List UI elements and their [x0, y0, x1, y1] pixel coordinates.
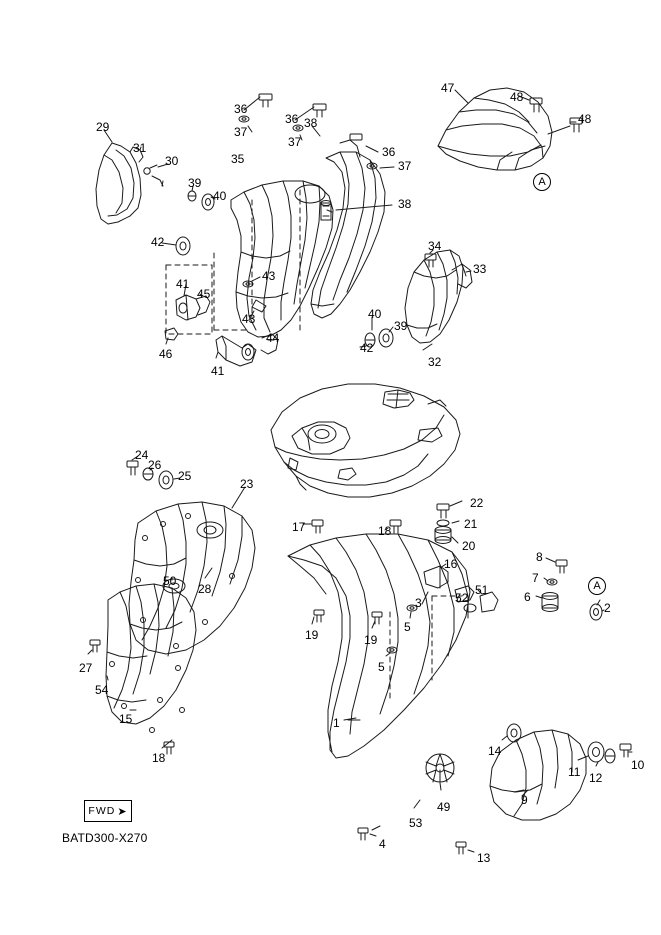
callout-number: 41 [211, 364, 225, 378]
callout-number: 45 [197, 287, 211, 301]
callout-number: 14 [488, 744, 502, 758]
callout-number: 2 [604, 601, 611, 615]
callout-number: 43 [262, 269, 276, 283]
callout-number: 39 [188, 176, 202, 190]
callout-number: 1 [333, 716, 340, 730]
callout-number: 35 [231, 152, 245, 166]
callout-number: 38 [304, 116, 318, 130]
callout-number: 36 [285, 112, 299, 126]
callout-number: 44 [266, 331, 280, 345]
callout-number: 4 [379, 837, 386, 851]
callout-number: 24 [135, 448, 149, 462]
callout-number: 54 [95, 683, 109, 697]
callout-number: 39 [394, 319, 408, 333]
callout-number: 8 [536, 550, 543, 564]
fwd-indicator [84, 800, 132, 822]
callout-number: 17 [292, 520, 306, 534]
callout-number: 18 [378, 524, 392, 538]
callout-number: 21 [464, 517, 478, 531]
callout-number: 41 [176, 277, 190, 291]
callout-number: 6 [524, 590, 531, 604]
callout-number: 16 [444, 557, 458, 571]
callout-number: 19 [364, 633, 378, 647]
callout-number: 29 [96, 120, 110, 134]
callout-number: 7 [532, 571, 539, 585]
callout-number: 30 [165, 154, 179, 168]
callout-number: 48 [578, 112, 592, 126]
callout-number: 37 [398, 159, 412, 173]
callout-number: 40 [213, 189, 227, 203]
callout-number: 53 [409, 816, 423, 830]
callout-number: 3 [415, 596, 422, 610]
callout-number: 48 [510, 90, 524, 104]
callout-number: 19 [305, 628, 319, 642]
callout-number: 12 [589, 771, 603, 785]
callout-number: 15 [119, 712, 133, 726]
callout-number: 51 [475, 583, 489, 597]
callout-number: 13 [477, 851, 491, 865]
callout-number: 36 [382, 145, 396, 159]
callout-number: 23 [240, 477, 254, 491]
callout-number: 36 [234, 102, 248, 116]
callout-number: 5 [404, 620, 411, 634]
callout-number: 42 [151, 235, 165, 249]
circle-marker-a: A [533, 173, 551, 191]
fwd-label: FWD [88, 805, 116, 817]
callout-number: 27 [79, 661, 93, 675]
callout-number: 34 [428, 239, 442, 253]
callout-number: 28 [198, 582, 212, 596]
callout-number: 22 [470, 496, 484, 510]
callout-number: 43 [242, 312, 256, 326]
callout-number: 40 [368, 307, 382, 321]
fwd-arrow-icon: ➤ [117, 805, 128, 818]
callout-number: 31 [133, 141, 147, 155]
circle-marker-a: A [588, 577, 606, 595]
callout-number: 32 [428, 355, 442, 369]
callout-number: 49 [437, 800, 451, 814]
callout-number: 18 [152, 751, 166, 765]
callout-number: 37 [288, 135, 302, 149]
callout-number: 38 [398, 197, 412, 211]
callout-number: 11 [568, 765, 581, 779]
callout-number: 10 [631, 758, 645, 772]
callout-number: 33 [473, 262, 487, 276]
callout-number: 26 [148, 458, 162, 472]
callout-number: 9 [521, 793, 528, 807]
callout-number: 37 [234, 125, 248, 139]
callout-number: 46 [159, 347, 173, 361]
diagram-code: BATD300-X270 [62, 831, 148, 845]
callout-number: 25 [178, 469, 192, 483]
callout-number: 5 [378, 660, 385, 674]
callout-number: 42 [360, 341, 374, 355]
callout-number: 50 [163, 574, 177, 588]
callout-number: 52 [455, 591, 469, 605]
callout-number: 20 [462, 539, 476, 553]
callout-number: 47 [441, 81, 455, 95]
